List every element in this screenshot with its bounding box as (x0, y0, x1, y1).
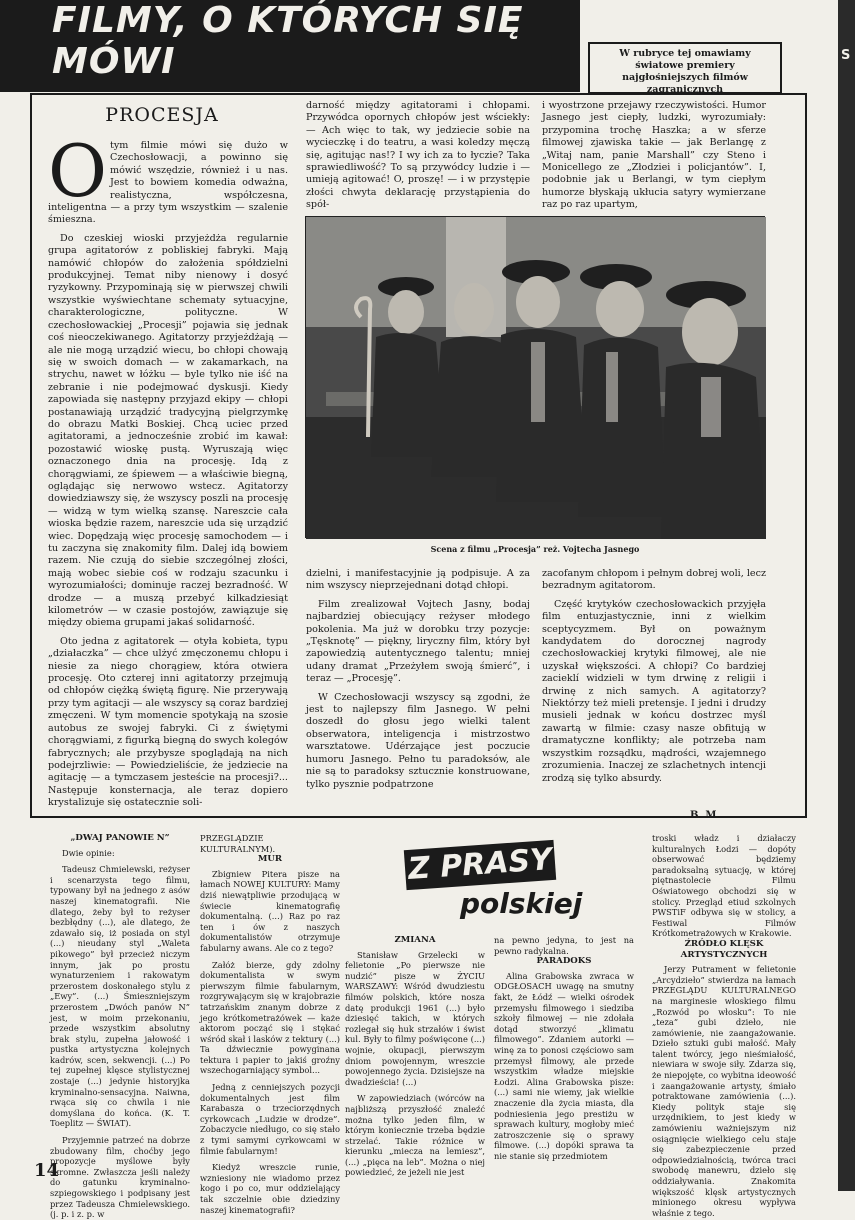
paragraph: tym filmie mówi się dużo w Czechosłowacji, a powinno się mówić wszędzie, również i u nas. Jest to bowiem komedia odważna, realistyczna, współczesna, inteligentna — a przy tym wszystkim — szalenie śmieszna. (48, 140, 288, 226)
paragraph: W Czechosłowacji wszyscy są zgodni, że jest to najlepszy film Jasnego. W pełni doszedł do głosu jego wielki talent obserwatora, inteligencja i mistrzostwo warsztatowe. Udérzające jest poczucie humoru Jasnego. Pełno tu paradoksów, ale nie są to paradoksy sztucznie konstruowane, tylko pysznie podpatrzone (306, 691, 530, 790)
press-column-1 (50, 833, 190, 1220)
paragraph: PRZEGLĄDZIE KULTURALNYM). (200, 833, 276, 854)
paragraph: i wyostrzone przejawy rzeczywistości. Humor Jasnego jest ciepły, ludzki, wyrozumiały: przypomina trochę Haszka; a w sferze filmowej zjawiska takie — jak Berlangę z „Witaj nam, panie Marshall” czy Steno i Monicellego ze „Złodziei i policjantów”. I, podobnie jak u Berlangi, w tym ciepłym humorze błyskają ukłucia satyry wymierzane raz po raz upartym, (542, 100, 766, 211)
film-still-image (306, 217, 766, 539)
press-column-4 (494, 935, 634, 1165)
article-column-3-top (542, 100, 766, 210)
author-signature: B. M. (690, 810, 720, 821)
article-title: PROCESJA (105, 104, 219, 126)
section-heading: MUR (257, 854, 283, 865)
paragraph: W zapowiedziach (wórców na najbliższą przyszłość znaleźć można tylko jeden film, w którym koniecznie trzeba będzie strzelać. Takie różnice w kierunku „miecza na lemiesz”, (...) „pięca na leb”. Można o niej powiedzieć, że jeżeli nie jest (345, 1093, 485, 1178)
paragraph: Tadeusz Chmielewski, reżyser i scenarzysta tego filmu, typowany był na jednego z asów naszej kinematografii. Nie dlatego, żeby był to reżyser bezbłędny (...), ale dlatego, że zdawało się, iż posiada on styl (...) nieudany styl „Waleta pikowego” był przecież niczym innym, jak po prostu wynaturzeniem i rakowatym przerostem doskonałego stylu z „Ewy”. (...) Śmieszniejszym przerostem „Dwóch panów N” jest, w moim przekonaniu, przede wszystkim absolutny brak stylu, zupełna jałowość i pustka artystyczna kolejnych kadrów, scen, sekwencji. (...) Po tej zupełnej klęsce stylistycznej zostaje (...) jedynie historyjka kryminalno-sensacyjna. Naiwna, rwąca się co chwila i nie domyślana do końca. (K. T. Toeplitz — ŚWIAT). (50, 864, 190, 1129)
masthead (0, 0, 580, 92)
paragraph: troski władz i działaczy kulturalnych Łodzi — dopóty obserwować będziemy paradoksalną sytuację, w której piętnastolecie Filmu Oświatowego obchodzi się w stolicy. Przegląd etiud szkolnych PWSTiF odbywa się w stolicy, a Festiwal Filmów Krótkometrażowych w Krakowie. (652, 833, 796, 939)
section-heading: „DWAJ PANOWIE N” (70, 833, 170, 843)
article-column-3-bottom (542, 568, 766, 796)
paragraph: Przyjemnie patrzeć na dobrze zbudowany film, choćby jego propozycje myślowe były skromne. Zwłaszcza jeśli należy do gatunku kryminalno-szpiegowskiego i podpisany jest przez Tadeusza Chmielewskiego. (j. p. i z. p. w (50, 1135, 190, 1220)
z-prasy-box: Z PRASY (404, 840, 556, 890)
paragraph: Oto jedna z agitatorek — otyła kobieta, typu „działaczka” — chce ulżyć zmęczonemu chłopu i niesie za niego chorągiew, która otwiera procesję. Oto czterej inni agitatorzy przejmują od chłopów ciężką świętą figurę. Nie przerywają przy tym agitacji — ale wszyscy są coraz bardziej zmęczeni. W tym momencie spotykają na szosie autobus ze swojej fabryki. Ci z świętymi chorągwiami, z figurką biegną do swych kolegów fabrycznych; ale przybysze spoglądają na nich podejrzliwie: — Powiedzieliście, że jedziecie na agitację — a tymczasem jesteście na procesji?... Następuje konsternacja, ale teraz dopiero krystalizuje się ostatecznie soli- (48, 635, 288, 809)
paragraph: zacofanym chłopom i pełnym dobrej woli, lecz bezradnym agitatorom. (542, 568, 766, 592)
rubric-note: W rubryce tej omawiamy światowe premiery najgłośniejszych filmów zagranicznych (588, 42, 782, 94)
press-column-3 (345, 935, 485, 1178)
masthead-title: FILMY, O KTÓRYCH SIĘ MÓWI (52, 0, 524, 82)
section-heading: ŹRÓDŁO KLĘSK ARTYSTYCZNYCH (680, 938, 768, 960)
film-still-photo (305, 216, 765, 538)
paragraph: dzielni, i manifestacyjnie ją podpisuje. A za nim wszyscy nieprzejednani dotąd chłopi. (306, 568, 530, 592)
paragraph: Część krytyków czechosłowackich przyjęła film entuzjastycznie, inni z wielkim sceptycyzmem. Był on poważnym kandydatem do dorocznej nagrody czechosłowackiej krytyki filmowej, ale nie uzyskał większości. A chłopi? Co bardziej zacieklí widzieli w tym drwinę z religii i drwinę z nich samych. A agitatorzy? Niektórzy też mieli pretensje. I jedni i drudzy musieli jednak w końcu dostrzec myśl zawartą w filmie: czasy nasze obfitują w dramatyczne konflikty; ale potrzeba nam wszystkim rozsądku, mądrości, wzajemnego zrozumienia. Inaczej ze szlachetnych intencji zrodzą się tylko absurdy. (542, 598, 766, 784)
paragraph: Kiedyż wreszcie runie, wzniesiony nie wiadomo przez kogo i po co, mur oddzielający tak szczelnie obie dziedziny naszej kinematografii? (200, 1162, 340, 1215)
article-column-2-top (306, 100, 530, 210)
paragraph: na pewno jedyna, to jest na pewno radykalna. (494, 935, 634, 956)
polskiej-word: polskiej (460, 887, 583, 920)
photo-caption: Scena z filmu „Procesja” reż. Vojtecha Jasnego (430, 544, 640, 554)
paragraph: Alina Grabowska zwraca w ODGŁOSACH uwagę na smutny fakt, że Łódź — wielki ośrodek przemysłu filmowego i siedziba szkoły filmowej — nie zdołała dotąd stworzyć „klimatu filmowego”. Zdaniem autorki — winę za to ponosi częściowo sam przemysł filmowy, ale przede wszystkim władze miejskie Łodzi. Alina Grabowska pisze: (...) sami nie wiemy, jak wielkie znaczenie dla życia miasta, dla podniesienia jego prestiżu w sprawach kultury, mogłoby mieć zatroszczenie się o sprawy filmowe. (...) dopóki sprawa ta nie stanie się przedmiotem (494, 970, 634, 1161)
paragraph: Jedną z cenniejszych pozycji dokumentalnych jest film Karabasza o trzeciorzędnych cyrkowcach „Ludzie w drodze”. Zobaczycie niedługo, co się stało z tymi samymi cyrkowcami w filmie fabularnym! (200, 1082, 340, 1156)
paragraph: Załóż bierze, gdy zdolny dokumentalista w swym pierwszym filmie fabularnym, rozgrywającym się w krajobrazie tatrzańskim znanym dobrze z jego krótkometrażówek — każe aktorom począć się i stękać wśród skał i lasków z tektury (...) Ta dźwiecznie powyginana tektura i papier to jakiś groźny wszechogarniający symbol... (200, 959, 340, 1076)
article-column-1 (48, 129, 288, 812)
edge-letter: S (841, 48, 851, 63)
article-column-2-bottom (306, 568, 530, 808)
press-column-5 (652, 833, 796, 1218)
paragraph: Zbigniew Pitera pisze na łamach NOWEJ KULTURY: Mamy dziś niewątpliwie przodującą w świecie kinematografię dokumentalną. (...) Raz po raz ten i ów z naszych dokumentalistów otrzymuje fabularny awans. Ale co z tego? (200, 868, 340, 953)
paragraph: Stanisław Grzelecki w felietonie „Po pierwsze nie nudzić” pisze w ŻYCIU WARSZAWY: Wśród dwudziestu filmów polskich, które nosza datę produkcji 1961 (...) było dziesięć takich, w których rozlegał się huk strzałów i świst kul. Były to filmy poświęcone (...) wojnie, okupacji, pierwszym dniom powojennym, wreszcie powojennego życia. Dzisiejsze na dwadzieścia! (...) (345, 949, 485, 1087)
paragraph: Film zrealizował Vojtech Jasny, bodaj najbardziej obiecujący reżyser młodego pokolenia. Ma już w dorobku trzy pozycje: „Tęsknotę” — piękny, liryczny film, który był zapowiedzią autentycznego talentu; mniej udany dramat „Przeżyłem swoją śmierć”, i teraz — „Procesję”. (306, 598, 530, 685)
paragraph: Dwie opinie: (62, 847, 115, 858)
page-edge (838, 0, 855, 1191)
press-column-2 (200, 833, 340, 1215)
paragraph: darność między agitatorami i chłopami. Przywódca opornych chłopów jest wściekły: — Ach więc to tak, wy jedziecie sobie na wycieczkę i do teatru, a wasi koledzy męczą się, agitując nas!? I wy ich za to łyczie? Taka sprawiedliwość? To są przywódcy ludzie i — umieją agitować! O, proszę! — i w przystępie złości chwyta deklarację przystąpienia do spół- (306, 100, 530, 211)
paragraph: Jerzy Putrament w felietonie „Arcydzieło” stwierdza na łamach PRZEGLĄDU KULTURALNEGO na marginesie włoskiego filmu „Rozwód po włosku”: To nie „teza” gubi dzieło, nie zamówienie, nie zaangażowanie. Dzieło sztuki gubi małość. Mały talent twórcy, jego nieśmiałość, niewiara w swoje siły. Zdarza się, że niepojęte, co wybitna ideowość i zaangażowanie artysty, śmiało potraktowane zamówienia (...). Kiedy polityk staje się urzędnikiem, to jest kiedy w zamówieniu ważniejszym niż osiągnięcie wielkiego celu staje się zabezpieczenie przed odpowiedzialnością, twórca traci swobodę manewru, dzieło się oddziaływania. Znakomita większość klęsk artystycznych minionego okresu wypływa właśnie z tego. (652, 964, 796, 1218)
paragraph: Do czeskiej wioski przyjeżdża regularnie grupa agitatorów z pobliskiej fabryki. Mają namówić chłopów do założenia spółdzielni produkcyjnej. Temat niby nienowy i dosyć ryzykowny. Przypominają się w pierwszej chwili wszystkie wyświechtane schematy sytuacyjne, charakterologiczne, polityczne. W czechosłowackiej „Procesji” pojawia się jednak coś nieoczekiwanego. Agitatorzy przyjeżdżają — ale nie mogą urządzić wiecu, bo chłopi chowają się w swoich domach — w zakamarkach, na strychu, nawet w łóżku — byle tylko nie iść na zebranie i nie podejmować dyskusji. Kiedy zapowiada się następny przyjazd ekipy — chłopi postanawiają urządzić tradycyjną pielgrzymkę do obrazu Matki Boskiej. Chcą uciec przed agitatorami, a jednocześnie zrobić im kawał: pozostawić wioskę pustą. Wyruszają więc oznaczonego dnia na procesję. Idą z chorągwiami, ze śpiewem — a właściwie biegną, oglądając się nerwowo wstecz. Agitatorzy dowiedziawszy się, że wszyscy poszli na procesję — widzą w tym wielką szansę. Nareszcie cała wioska będzie razem, nareszcie uda się urządzić wiec. Dopędzają więc procesję samochodem — i tu zaczyna się znakomity film. Dalej idą bowiem razem. Nie czują do siebie szczególnej złości, mają wobec siebie coś w rodzaju szacunku i wyrozumiałości; dominuje raczej bezradność. W drodze — a muszą przebyć kilkadziesiąt kilometrów — w czasie postojów, zawiązuje się między obiema grupami jakaś solidarność. (48, 232, 288, 629)
z-prasy-polskiej-logo (405, 842, 595, 927)
page-number: 14 (34, 1160, 60, 1181)
section-heading: PARADOKS (536, 956, 592, 967)
drop-cap: O (48, 129, 108, 213)
section-heading: ZMIANA (394, 935, 436, 945)
